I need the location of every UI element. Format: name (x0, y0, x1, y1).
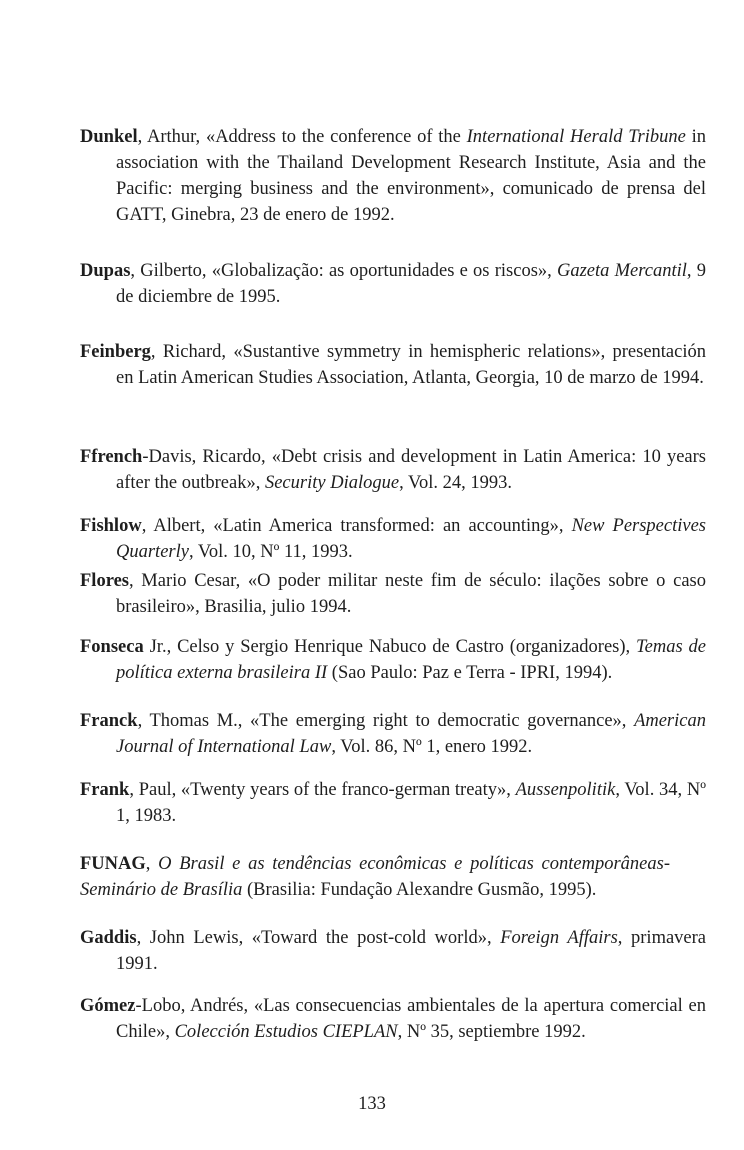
entry-text: , Vol. 10, Nº 11, 1993. (188, 542, 353, 562)
entry-text: , Richard, «Sustantive symmetry in hemispheric relations», presentación en Latin American Studies Association, Atlanta, Georgia, 10 de marzo de 1994. (116, 342, 706, 388)
entry-title-italic: Aussenpolitik (515, 780, 616, 800)
entry-text: , Vol. 24, 1993. (399, 473, 512, 493)
entry-text: in association with the Thailand Development Research Institute, Asia and the Pacific: merging business and the environment», comunicado de prensa del GATT, Ginebra, 23 de enero de 1992. (116, 127, 706, 225)
entry-author: Fishlow (80, 516, 142, 536)
bib-entry-feinberg (80, 339, 706, 391)
entry-text: , Nº 35, septiembre 1992. (397, 1022, 586, 1042)
entry-title-italic: International Herald Tribune (466, 127, 686, 147)
entry-text: , Thomas M., «The emerging right to democratic governance», (137, 711, 635, 731)
entry-text: , 9 de diciembre de 1995. (116, 261, 707, 307)
bib-entry-franck (80, 708, 706, 760)
entry-text: , John Lewis, «Toward the post-cold world», (136, 928, 501, 948)
entry-author: Gaddis (80, 928, 137, 948)
page-number: 133 (358, 1094, 386, 1114)
entry-author: Feinberg (80, 342, 151, 362)
entry-text: , Albert, «Latin America transformed: an accounting», (141, 516, 572, 536)
entry-title-italic: Temas de política externa brasileira II (116, 637, 706, 683)
entry-author: Ffrench (80, 447, 143, 467)
bib-entry-fishlow (80, 513, 706, 565)
entry-text: , Mario Cesar, «O poder militar neste fim de século: ilações sobre o caso brasileiro», Brasilia, julio 1994. (116, 571, 706, 617)
entry-author: Frank (80, 780, 130, 800)
entry-title-italic: Gazeta Mercantil (557, 261, 687, 281)
entry-author: Franck (80, 711, 138, 731)
entry-text: Jr., Celso y Sergio Henrique Nabuco de Castro (organizadores), (143, 637, 637, 657)
entry-text: , Vol. 86, Nº 1, enero 1992. (331, 737, 533, 757)
entry-title-italic: New Perspectives Quarterly (116, 516, 707, 562)
entry-text: , Gilberto, «Globalização: as oportunidades e os riscos», (130, 261, 557, 281)
bib-entry-dunkel (80, 124, 706, 228)
entry-author: Flores (80, 571, 129, 591)
entry-text: , Paul, «Twenty years of the franco-german treaty», (129, 780, 516, 800)
bib-entry-fonseca (80, 634, 706, 686)
entry-text: , primavera 1991. (116, 928, 706, 974)
entry-title-italic: Security Dialogue (264, 473, 400, 493)
entry-title-italic: O Brasil e as tendências econômicas e políticas contemporâneas- Seminário de Brasília (80, 854, 671, 900)
entry-author: Gómez (80, 996, 136, 1016)
bib-entry-funag (80, 851, 670, 903)
bib-entry-ffrench-davis (80, 444, 706, 496)
entry-text: , Arthur, «Address to the conference of the (137, 127, 467, 147)
entry-text: , Vol. 34, Nº 1, 1983. (116, 780, 706, 826)
entry-text: (Brasilia: Fundação Alexandre Gusmão, 1995). (242, 880, 597, 900)
bib-entry-gaddis (80, 925, 706, 977)
entry-text: -Lobo, Andrés, «Las consecuencias ambientales de la apertura comercial en Chile», (116, 996, 706, 1042)
entry-title-italic: Foreign Affairs (500, 928, 618, 948)
entry-author: Fonseca (80, 637, 144, 657)
bib-entry-frank (80, 777, 706, 829)
entry-text: (Sao Paulo: Paz e Terra - IPRI, 1994). (327, 663, 613, 683)
entry-text: , (145, 854, 159, 874)
entry-text: -Davis, Ricardo, «Debt crisis and development in Latin America: 10 years after the outbreak», (116, 447, 706, 493)
entry-title-italic: Colección Estudios CIEPLAN (174, 1022, 398, 1042)
entry-author: Dunkel (80, 127, 138, 147)
bib-entry-dupas (80, 258, 706, 310)
bib-entry-gomez-lobo (80, 993, 706, 1045)
entry-author: Dupas (80, 261, 131, 281)
bib-entry-flores (80, 568, 706, 620)
entry-title-italic: American Journal of International Law (116, 711, 706, 757)
entry-author: FUNAG (80, 854, 146, 874)
